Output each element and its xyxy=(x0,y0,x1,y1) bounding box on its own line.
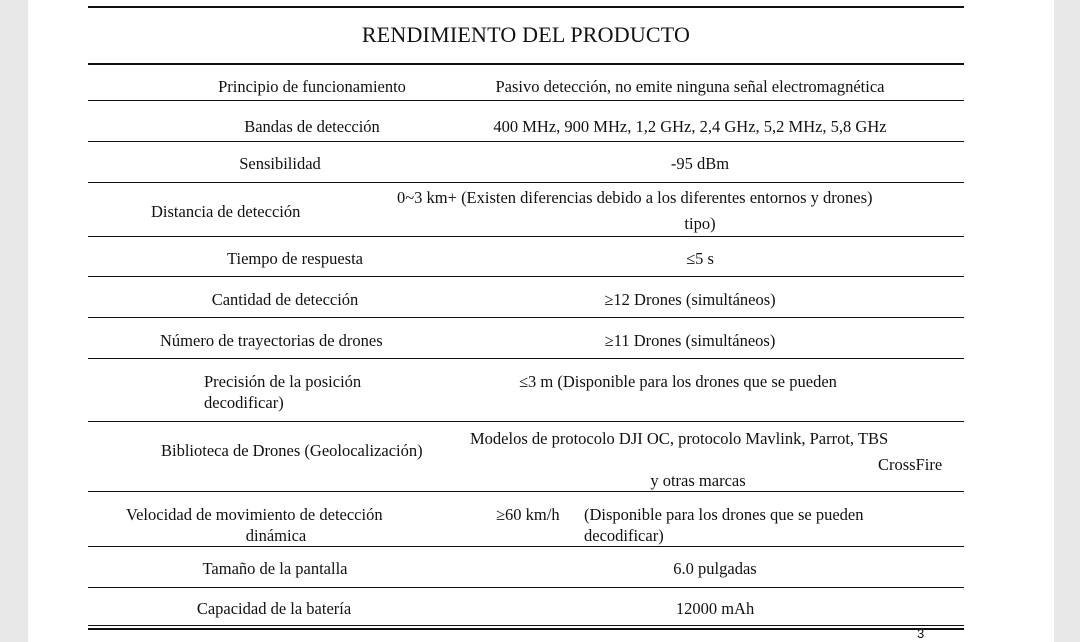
row-value: -95 dBm xyxy=(670,154,730,173)
row-label: Número de trayectorias de drones xyxy=(160,331,383,350)
row-value: (Disponible para los drones que se pueden xyxy=(584,505,864,524)
row-value-continued: tipo) xyxy=(684,214,716,233)
row-divider xyxy=(88,358,964,359)
table-title: RENDIMIENTO DEL PRODUCTO xyxy=(361,22,691,47)
row-label: Tiempo de respuesta xyxy=(227,249,363,268)
row-divider xyxy=(88,317,964,318)
row-label-continued: decodificar) xyxy=(204,393,284,412)
row-label: Velocidad de movimiento de detección xyxy=(126,505,383,524)
row-divider xyxy=(88,491,964,492)
row-value: ≤3 m (Disponible para los drones que se pueden xyxy=(519,372,837,391)
row-value: ≥12 Drones (simultáneos) xyxy=(604,290,776,309)
row-label-continued: dinámica xyxy=(245,526,307,545)
row-divider xyxy=(88,236,964,237)
row-value: Modelos de protocolo DJI OC, protocolo Mavlink, Parrot, TBS xyxy=(470,429,889,448)
row-label: Tamaño de la pantalla xyxy=(202,559,348,578)
row-value: ≤5 s xyxy=(686,249,714,268)
row-value-continued: CrossFire xyxy=(878,455,943,474)
page-number: 3 xyxy=(917,626,925,641)
row-label: Precisión de la posición xyxy=(204,372,362,391)
row-value-prefix: ≥60 km/h xyxy=(496,505,560,524)
row-value-continued: y otras marcas xyxy=(650,471,746,490)
row-value: 400 MHz, 900 MHz, 1,2 GHz, 2,4 GHz, 5,2 MHz, 5,8 GHz xyxy=(493,117,887,136)
row-value: 12000 mAh xyxy=(675,599,755,618)
row-divider xyxy=(88,276,964,277)
row-label: Bandas de detección xyxy=(244,117,380,136)
row-divider xyxy=(88,141,964,142)
row-divider xyxy=(88,587,964,588)
row-divider xyxy=(88,546,964,547)
row-divider xyxy=(88,421,964,422)
row-value: Pasivo detección, no emite ninguna señal electromagnética xyxy=(495,77,885,96)
row-label: Biblioteca de Drones (Geolocalización) xyxy=(161,441,423,460)
row-label: Distancia de detección xyxy=(151,202,301,221)
header-rule xyxy=(88,63,964,65)
row-label: Sensibilidad xyxy=(239,154,321,173)
table-top-rule xyxy=(88,6,964,8)
row-value: 6.0 pulgadas xyxy=(673,559,757,578)
table-bottom-rule xyxy=(88,625,964,626)
row-label: Capacidad de la batería xyxy=(196,599,352,618)
row-value: 0~3 km+ (Existen diferencias debido a los diferentes entornos y drones) xyxy=(397,188,873,207)
row-label: Cantidad de detección xyxy=(211,290,359,309)
table-bottom-rule xyxy=(88,628,964,630)
row-label: Principio de funcionamiento xyxy=(218,77,406,96)
row-divider xyxy=(88,182,964,183)
row-value-continued: decodificar) xyxy=(584,526,664,545)
row-divider xyxy=(88,100,964,101)
row-value: ≥11 Drones (simultáneos) xyxy=(604,331,776,350)
